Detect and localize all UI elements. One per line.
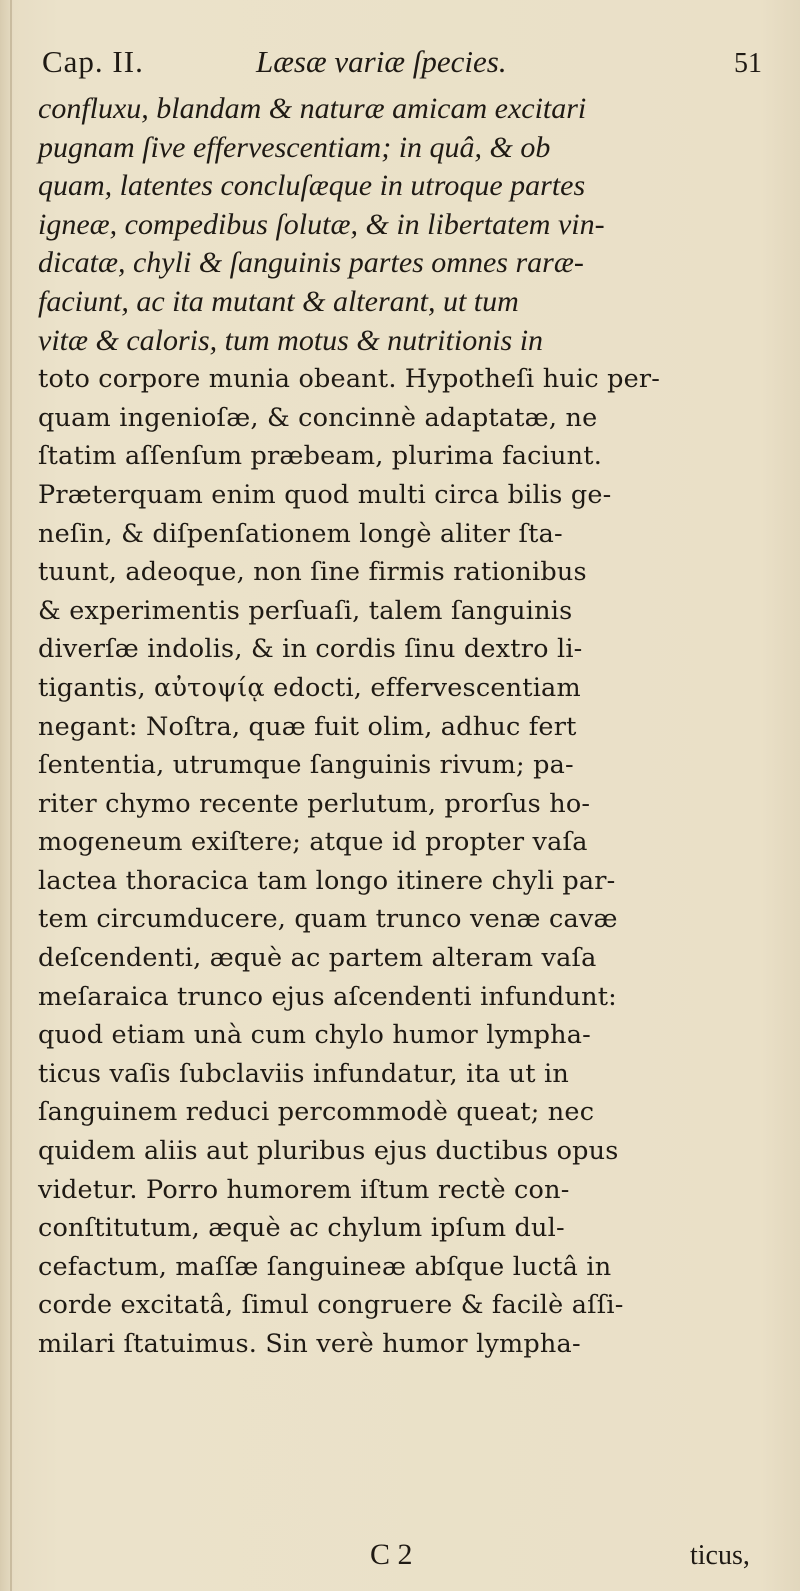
text-line: tem circumducere, quam trunco venæ cavæ <box>38 904 618 935</box>
text-line: faciunt, ac ita mutant & alterant, ut tum <box>38 284 519 318</box>
text-line: neſin, & diſpenſationem longè aliter ſta- <box>38 518 563 549</box>
text-line: riter chymo recente perlutum, prorſus ho- <box>38 788 591 819</box>
text-line: pugnam ſive effervescentiam; in quâ, & ob <box>38 130 551 164</box>
text-line: mogeneum exiſtere; atque id propter vaſa <box>38 827 588 858</box>
text-line: quidem aliis aut pluribus ejus ductibus opus <box>38 1136 619 1167</box>
text-line: Præterquam enim quod multi circa bilis ge- <box>38 479 612 510</box>
text-line: quod etiam unà cum chylo humor lympha- <box>38 1020 591 1051</box>
page-gutter-edge <box>10 0 12 1591</box>
text-line: diverſæ indolis, & in cordis ſinu dextro li- <box>38 634 583 665</box>
page-number: 51 <box>734 48 762 79</box>
text-line: negant: Noſtra, quæ fuit olim, adhuc fert <box>38 711 577 742</box>
text-line: ſtatim aſſenſum præbeam, plurima faciunt. <box>38 441 603 472</box>
text-line: quam, latentes concluſæque in utroque partes <box>38 169 586 203</box>
running-header <box>42 44 762 90</box>
text-line: ticus vaſis ſubclaviis infundatur, ita ut in <box>38 1058 569 1089</box>
body-text <box>38 90 768 1364</box>
signature-mark: C 2 <box>370 1538 413 1571</box>
text-line: ſententia, utrumque ſanguinis rivum; pa- <box>38 750 574 781</box>
page-footer <box>0 1538 800 1578</box>
text-line: corde excitatâ, ſimul congruere & facilè aſſi- <box>38 1290 624 1321</box>
text-line: quam ingenioſæ, & concinnè adaptatæ, ne <box>38 402 598 433</box>
text-line: videtur. Porro humorem iſtum rectè con- <box>38 1174 570 1205</box>
text-line: igneæ, compedibus ſolutæ, & in libertatem vin- <box>38 207 605 241</box>
text-line: vitæ & caloris, tum motus & nutritionis in <box>38 323 544 357</box>
text-line: tigantis, αὐτοψίᾳ edocti, effervescentiam <box>38 672 581 703</box>
text-line: conſtitutum, æquè ac chylum ipſum dul- <box>38 1213 565 1244</box>
text-line: & experimentis perſuaſi, talem ſanguinis <box>38 595 573 626</box>
text-line: cefactum, maſſæ ſanguineæ abſque luctâ in <box>38 1251 612 1282</box>
text-line: confluxu, blandam & naturæ amicam excitari <box>38 92 587 125</box>
text-line: milari ſtatuimus. Sin verè humor lympha- <box>38 1329 581 1359</box>
text-line: lactea thoracica tam longo itinere chyli par- <box>38 865 616 896</box>
text-line: toto corpore munia obeant. Hypotheſi huic per- <box>38 364 661 395</box>
catchword: ticus, <box>690 1540 750 1571</box>
text-line: deſcendenti, æquè ac partem alteram vaſa <box>38 943 597 974</box>
text-line: meſaraica trunco ejus aſcendenti infundunt: <box>38 981 617 1012</box>
chapter-label: Cap. II. <box>42 44 144 79</box>
running-title: Læsæ variæ ſpecies. <box>256 44 507 79</box>
text-line: dicatæ, chyli & ſanguinis partes omnes raræ- <box>38 246 584 280</box>
text-line: tuunt, adeoque, non ſine firmis rationibus <box>38 557 587 588</box>
text-line: ſanguinem reduci percommodè queat; nec <box>38 1097 595 1128</box>
